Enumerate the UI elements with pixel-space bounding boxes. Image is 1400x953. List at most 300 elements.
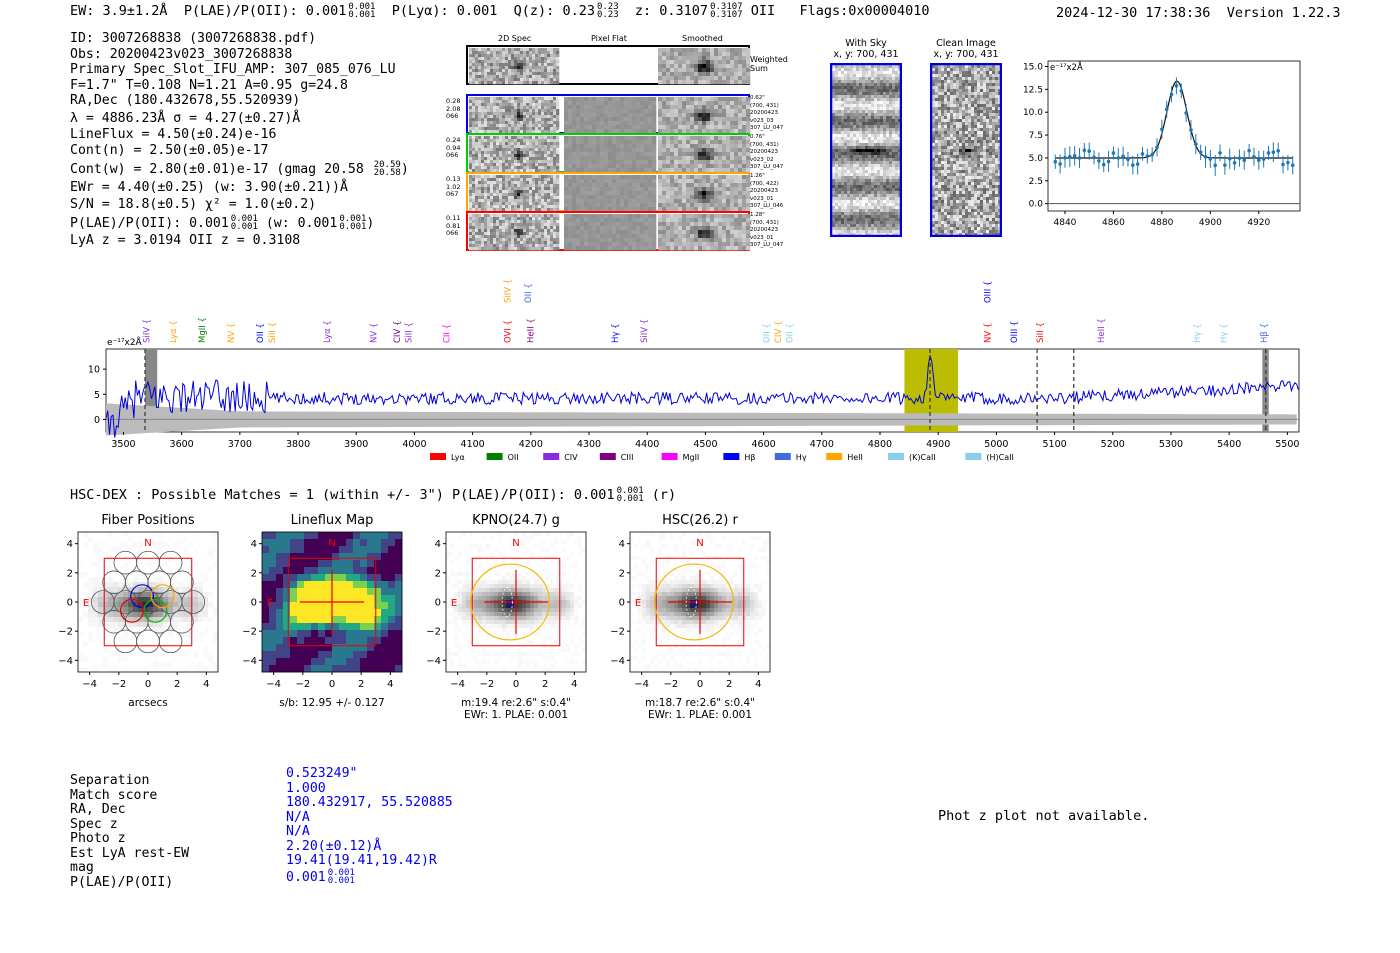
noise-pixel bbox=[734, 80, 738, 84]
noise-pixel bbox=[596, 207, 600, 211]
noise-pixel bbox=[526, 184, 529, 187]
sky-pixel bbox=[847, 155, 850, 158]
noise-pixel bbox=[517, 145, 520, 148]
noise-pixel bbox=[738, 136, 742, 140]
noise-pixel bbox=[514, 151, 517, 154]
sky-pixel bbox=[886, 170, 889, 173]
noise-pixel bbox=[481, 181, 484, 184]
noise-pixel bbox=[588, 168, 592, 172]
noise-pixel bbox=[541, 190, 544, 193]
sky-pixel bbox=[889, 113, 892, 116]
noise-pixel bbox=[702, 238, 706, 242]
noise-pixel bbox=[508, 157, 511, 160]
sky-pixel bbox=[895, 89, 898, 92]
sky-pixel bbox=[853, 101, 856, 104]
noise-pixel bbox=[532, 66, 535, 69]
sky-pixel bbox=[895, 182, 898, 185]
noise-pixel bbox=[624, 242, 628, 246]
sky-pixel bbox=[832, 164, 835, 167]
noise-pixel bbox=[604, 113, 608, 117]
noise-pixel bbox=[490, 187, 493, 190]
noise-pixel bbox=[738, 214, 742, 218]
noise-pixel bbox=[526, 160, 529, 163]
sky-pixel bbox=[862, 113, 865, 116]
noise-pixel bbox=[505, 244, 508, 247]
noise-pixel bbox=[499, 181, 502, 184]
sky-pixel bbox=[880, 122, 883, 125]
sky-pixel bbox=[883, 221, 886, 224]
noise-pixel bbox=[698, 183, 702, 187]
sky-pixel bbox=[832, 71, 835, 74]
noise-pixel bbox=[517, 103, 520, 106]
noise-pixel bbox=[520, 232, 523, 235]
noise-pixel bbox=[475, 69, 478, 72]
noise-pixel bbox=[710, 203, 714, 207]
info-plae-text: P(LAE)/P(OII): 0.001 bbox=[70, 215, 229, 231]
noise-pixel bbox=[734, 48, 738, 52]
noise-pixel bbox=[487, 142, 490, 145]
noise-pixel bbox=[511, 187, 514, 190]
noise-pixel bbox=[481, 100, 484, 103]
noise-pixel bbox=[604, 164, 608, 168]
noise-pixel bbox=[520, 229, 523, 232]
noise-pixel bbox=[556, 48, 559, 51]
sky-pixel bbox=[874, 167, 877, 170]
noise-pixel bbox=[640, 218, 644, 222]
noise-pixel bbox=[624, 203, 628, 207]
noise-pixel bbox=[532, 54, 535, 57]
header-plae-sup: 0.001 bbox=[348, 2, 376, 12]
noise-pixel bbox=[682, 64, 686, 68]
noise-pixel bbox=[484, 130, 487, 133]
noise-pixel bbox=[662, 160, 666, 164]
noise-pixel bbox=[535, 51, 538, 54]
noise-pixel bbox=[640, 113, 644, 117]
noise-pixel bbox=[734, 226, 738, 230]
sky-pixel bbox=[895, 188, 898, 191]
stamp-left-value: 0.11 bbox=[446, 214, 461, 222]
noise-pixel bbox=[505, 169, 508, 172]
noise-pixel bbox=[706, 113, 710, 117]
noise-pixel bbox=[714, 60, 718, 64]
noise-pixel bbox=[490, 48, 493, 51]
noise-pixel bbox=[718, 68, 722, 72]
noise-pixel bbox=[584, 207, 588, 211]
sky-pixel bbox=[853, 77, 856, 80]
noise-pixel bbox=[674, 230, 678, 234]
stamp-right-value: 20200423 bbox=[750, 188, 778, 194]
sky-pixel bbox=[841, 74, 844, 77]
noise-pixel bbox=[670, 121, 674, 125]
noise-pixel bbox=[576, 199, 580, 203]
sky-pixel bbox=[847, 194, 850, 197]
noise-pixel bbox=[584, 175, 588, 179]
noise-pixel bbox=[616, 140, 620, 144]
noise-pixel bbox=[499, 112, 502, 115]
noise-pixel bbox=[547, 175, 550, 178]
sky-pixel bbox=[889, 164, 892, 167]
sky-pixel bbox=[847, 125, 850, 128]
noise-pixel bbox=[535, 72, 538, 75]
noise-pixel bbox=[520, 235, 523, 238]
noise-pixel bbox=[710, 152, 714, 156]
noise-pixel bbox=[472, 247, 475, 250]
noise-pixel bbox=[544, 100, 547, 103]
noise-pixel bbox=[666, 183, 670, 187]
noise-pixel bbox=[682, 113, 686, 117]
stamp-left-value: 066 bbox=[446, 229, 459, 237]
noise-pixel bbox=[493, 193, 496, 196]
noise-pixel bbox=[632, 156, 636, 160]
noise-pixel bbox=[674, 160, 678, 164]
noise-pixel bbox=[541, 103, 544, 106]
noise-pixel bbox=[738, 144, 742, 148]
noise-pixel bbox=[547, 199, 550, 202]
noise-pixel bbox=[608, 101, 612, 105]
noise-pixel bbox=[490, 54, 493, 57]
sky-pixel bbox=[841, 113, 844, 116]
noise-pixel bbox=[529, 232, 532, 235]
info-lineflux: LineFlux = 4.50(±0.24)e-16 bbox=[70, 127, 277, 142]
sky-pixel bbox=[886, 98, 889, 101]
noise-pixel bbox=[666, 136, 670, 140]
sky-pixel bbox=[877, 173, 880, 176]
sky-pixel bbox=[835, 215, 838, 218]
noise-pixel bbox=[529, 196, 532, 199]
noise-pixel bbox=[616, 226, 620, 230]
noise-pixel bbox=[658, 238, 662, 242]
sky-pixel bbox=[895, 173, 898, 176]
info-primary: Primary Spec_Slot_IFU_AMP: 307_085_076_LU bbox=[70, 62, 396, 77]
noise-pixel bbox=[718, 199, 722, 203]
noise-pixel bbox=[608, 113, 612, 117]
stamp-row-left-label bbox=[446, 176, 460, 199]
noise-pixel bbox=[682, 68, 686, 72]
noise-pixel bbox=[710, 97, 714, 101]
noise-pixel bbox=[628, 144, 632, 148]
noise-pixel bbox=[604, 199, 608, 203]
sky-pixel bbox=[877, 65, 880, 68]
sky-pixel bbox=[886, 182, 889, 185]
noise-pixel bbox=[529, 112, 532, 115]
noise-pixel bbox=[572, 148, 576, 152]
noise-pixel bbox=[493, 202, 496, 205]
noise-pixel bbox=[469, 69, 472, 72]
sky-pixel bbox=[895, 185, 898, 188]
noise-pixel bbox=[616, 101, 620, 105]
sky-pixel bbox=[889, 137, 892, 140]
noise-pixel bbox=[714, 144, 718, 148]
noise-pixel bbox=[670, 156, 674, 160]
noise-pixel bbox=[722, 152, 726, 156]
noise-pixel bbox=[550, 163, 553, 166]
noise-pixel bbox=[508, 115, 511, 118]
noise-pixel bbox=[670, 179, 674, 183]
noise-pixel bbox=[592, 246, 596, 250]
sky-pixel bbox=[859, 122, 862, 125]
noise-pixel bbox=[517, 142, 520, 145]
noise-pixel bbox=[722, 183, 726, 187]
noise-pixel bbox=[502, 54, 505, 57]
noise-pixel bbox=[734, 203, 738, 207]
noise-pixel bbox=[738, 140, 742, 144]
sky-pixel bbox=[886, 155, 889, 158]
noise-pixel bbox=[636, 156, 640, 160]
noise-pixel bbox=[550, 184, 553, 187]
noise-pixel bbox=[544, 109, 547, 112]
sky-pixel bbox=[892, 170, 895, 173]
noise-pixel bbox=[478, 66, 481, 69]
noise-pixel bbox=[690, 109, 694, 113]
noise-pixel bbox=[478, 127, 481, 130]
noise-pixel bbox=[674, 148, 678, 152]
noise-pixel bbox=[505, 57, 508, 60]
sky-pixel bbox=[856, 125, 859, 128]
sky-pixel bbox=[877, 200, 880, 203]
noise-pixel bbox=[520, 214, 523, 217]
noise-pixel bbox=[472, 100, 475, 103]
noise-pixel bbox=[556, 69, 559, 72]
noise-pixel bbox=[678, 148, 682, 152]
noise-pixel bbox=[710, 136, 714, 140]
noise-pixel bbox=[472, 78, 475, 81]
sky-pixel bbox=[877, 116, 880, 119]
noise-pixel bbox=[730, 121, 734, 125]
noise-pixel bbox=[541, 148, 544, 151]
noise-pixel bbox=[678, 183, 682, 187]
noise-pixel bbox=[652, 125, 656, 129]
noise-pixel bbox=[678, 72, 682, 76]
sky-pixel bbox=[853, 137, 856, 140]
noise-pixel bbox=[686, 52, 690, 56]
noise-pixel bbox=[493, 78, 496, 81]
noise-pixel bbox=[541, 199, 544, 202]
noise-pixel bbox=[499, 238, 502, 241]
noise-pixel bbox=[674, 80, 678, 84]
noise-pixel bbox=[608, 129, 612, 133]
noise-pixel bbox=[682, 121, 686, 125]
noise-pixel bbox=[490, 127, 493, 130]
noise-pixel bbox=[686, 125, 690, 129]
sky-pixel bbox=[856, 146, 859, 149]
sky-pixel bbox=[835, 176, 838, 179]
noise-pixel bbox=[529, 72, 532, 75]
noise-pixel bbox=[493, 247, 496, 250]
noise-pixel bbox=[538, 223, 541, 226]
noise-pixel bbox=[572, 105, 576, 109]
noise-pixel bbox=[652, 168, 656, 172]
noise-pixel bbox=[520, 154, 523, 157]
stamp-flat bbox=[564, 175, 656, 211]
noise-pixel bbox=[520, 199, 523, 202]
sky-pixel bbox=[883, 158, 886, 161]
noise-pixel bbox=[523, 57, 526, 60]
noise-pixel bbox=[662, 64, 666, 68]
noise-pixel bbox=[742, 214, 746, 218]
noise-pixel bbox=[535, 160, 538, 163]
noise-pixel bbox=[658, 234, 662, 238]
sky-pixel bbox=[853, 167, 856, 170]
noise-pixel bbox=[666, 222, 670, 226]
noise-pixel bbox=[730, 156, 734, 160]
noise-pixel bbox=[526, 232, 529, 235]
noise-pixel bbox=[517, 148, 520, 151]
sky-pixel bbox=[850, 107, 853, 110]
sky-pixel bbox=[841, 158, 844, 161]
noise-pixel bbox=[632, 140, 636, 144]
noise-pixel bbox=[526, 103, 529, 106]
noise-pixel bbox=[694, 60, 698, 64]
noise-pixel bbox=[658, 195, 662, 199]
noise-pixel bbox=[484, 193, 487, 196]
noise-pixel bbox=[658, 136, 662, 140]
noise-pixel bbox=[648, 218, 652, 222]
noise-pixel bbox=[553, 157, 556, 160]
sky-pixel bbox=[859, 143, 862, 146]
noise-pixel bbox=[511, 69, 514, 72]
noise-pixel bbox=[652, 226, 656, 230]
noise-pixel bbox=[550, 151, 553, 154]
sky-pixel bbox=[871, 203, 874, 206]
noise-pixel bbox=[487, 54, 490, 57]
noise-pixel bbox=[730, 125, 734, 129]
noise-pixel bbox=[738, 125, 742, 129]
sky-pixel bbox=[880, 182, 883, 185]
noise-pixel bbox=[538, 66, 541, 69]
sky-pixel bbox=[883, 104, 886, 107]
noise-pixel bbox=[662, 129, 666, 133]
sky-pixel bbox=[895, 137, 898, 140]
sky-pixel bbox=[865, 137, 868, 140]
sky-pixel bbox=[862, 170, 865, 173]
noise-pixel bbox=[584, 203, 588, 207]
noise-pixel bbox=[499, 109, 502, 112]
stamp-left-value: 2.08 bbox=[446, 104, 461, 113]
noise-pixel bbox=[726, 234, 730, 238]
noise-pixel bbox=[628, 113, 632, 117]
noise-pixel bbox=[499, 241, 502, 244]
noise-pixel bbox=[478, 247, 481, 250]
noise-pixel bbox=[469, 100, 472, 103]
noise-pixel bbox=[678, 156, 682, 160]
noise-pixel bbox=[596, 168, 600, 172]
noise-pixel bbox=[734, 242, 738, 246]
noise-pixel bbox=[499, 69, 502, 72]
sky-pixel bbox=[835, 104, 838, 107]
info-fwhm: F=1.7" T=0.108 N=1.21 A=0.95 g=24.8 bbox=[70, 77, 348, 93]
noise-pixel bbox=[538, 109, 541, 112]
noise-pixel bbox=[493, 136, 496, 139]
noise-pixel bbox=[520, 66, 523, 69]
noise-pixel bbox=[682, 175, 686, 179]
noise-pixel bbox=[568, 97, 572, 101]
noise-pixel bbox=[592, 152, 596, 156]
sky-pixel bbox=[862, 146, 865, 149]
noise-pixel bbox=[517, 178, 520, 181]
sky-pixel bbox=[856, 185, 859, 188]
sky-pixel bbox=[874, 86, 877, 89]
noise-pixel bbox=[694, 56, 698, 60]
noise-pixel bbox=[556, 190, 559, 193]
noise-pixel bbox=[690, 156, 694, 160]
noise-pixel bbox=[550, 214, 553, 217]
sky-pixel bbox=[853, 179, 856, 182]
sky-pixel bbox=[877, 104, 880, 107]
noise-pixel bbox=[469, 235, 472, 238]
noise-pixel bbox=[523, 217, 526, 220]
sky-pixel bbox=[832, 86, 835, 89]
sky-pixel bbox=[841, 89, 844, 92]
noise-pixel bbox=[469, 160, 472, 163]
noise-pixel bbox=[734, 218, 738, 222]
sky-pixel bbox=[841, 68, 844, 71]
noise-pixel bbox=[710, 191, 714, 195]
noise-pixel bbox=[484, 220, 487, 223]
noise-pixel bbox=[502, 247, 505, 250]
noise-pixel bbox=[722, 52, 726, 56]
noise-pixel bbox=[478, 184, 481, 187]
noise-pixel bbox=[556, 241, 559, 244]
noise-pixel bbox=[702, 199, 706, 203]
noise-pixel bbox=[730, 97, 734, 101]
noise-pixel bbox=[698, 144, 702, 148]
sky-pixel bbox=[838, 74, 841, 77]
noise-pixel bbox=[523, 163, 526, 166]
noise-pixel bbox=[484, 175, 487, 178]
noise-pixel bbox=[490, 63, 493, 66]
noise-pixel bbox=[612, 105, 616, 109]
noise-pixel bbox=[487, 121, 490, 124]
sky-pixel bbox=[832, 179, 835, 182]
noise-pixel bbox=[511, 226, 514, 229]
noise-pixel bbox=[662, 152, 666, 156]
sky-pixel bbox=[868, 137, 871, 140]
noise-pixel bbox=[596, 183, 600, 187]
noise-pixel bbox=[706, 191, 710, 195]
sky-pixel bbox=[847, 122, 850, 125]
noise-pixel bbox=[690, 105, 694, 109]
noise-pixel bbox=[682, 179, 686, 183]
noise-pixel bbox=[592, 129, 596, 133]
sky-pixel bbox=[847, 218, 850, 221]
noise-pixel bbox=[580, 164, 584, 168]
sky-pixel bbox=[892, 203, 895, 206]
noise-pixel bbox=[556, 66, 559, 69]
noise-pixel bbox=[666, 144, 670, 148]
noise-pixel bbox=[499, 157, 502, 160]
noise-pixel bbox=[496, 148, 499, 151]
noise-pixel bbox=[553, 220, 556, 223]
noise-pixel bbox=[511, 175, 514, 178]
with-sky-xy: x, y: 700, 431 bbox=[833, 49, 899, 60]
sky-pixel bbox=[895, 140, 898, 143]
noise-pixel bbox=[722, 136, 726, 140]
noise-pixel bbox=[632, 226, 636, 230]
noise-pixel bbox=[730, 129, 734, 133]
noise-pixel bbox=[544, 127, 547, 130]
noise-pixel bbox=[718, 234, 722, 238]
sky-pixel bbox=[877, 188, 880, 191]
noise-pixel bbox=[520, 54, 523, 57]
sky-pixel bbox=[838, 143, 841, 146]
noise-pixel bbox=[538, 217, 541, 220]
sky-pixel bbox=[856, 203, 859, 206]
noise-pixel bbox=[493, 112, 496, 115]
noise-pixel bbox=[484, 100, 487, 103]
noise-pixel bbox=[644, 117, 648, 121]
noise-pixel bbox=[547, 127, 550, 130]
noise-pixel bbox=[526, 112, 529, 115]
